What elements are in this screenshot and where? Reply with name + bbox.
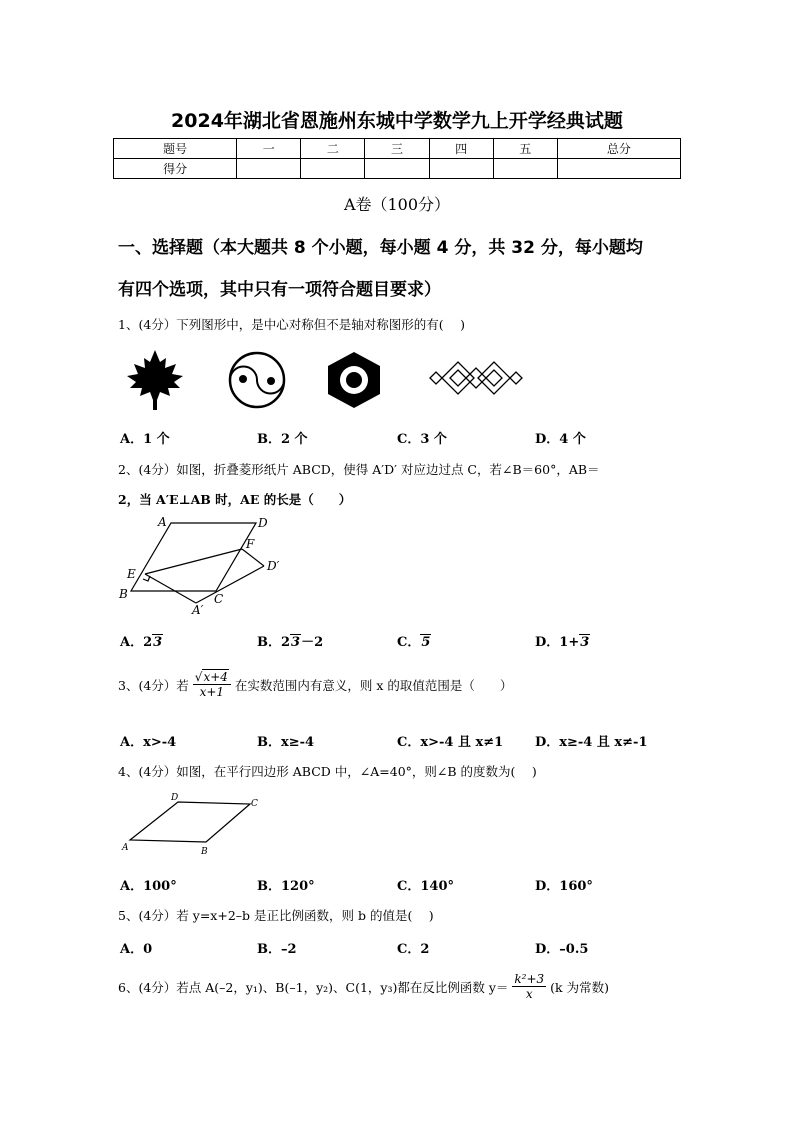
score-header-cell: 总分 [557,139,680,159]
score-cell[interactable] [557,159,680,179]
diamond-chain-figure [428,358,524,402]
q2-option-c[interactable]: C．5 [397,635,431,650]
label-C: C [251,799,258,809]
maple-leaf-figure [120,348,190,412]
rhombus-fold-figure [112,512,292,616]
question-5-text: 5、(4分）若 y=x+2–b 是正比例函数，则 b 的值是( ) [118,908,434,923]
hexagon-nut-figure [322,349,386,411]
score-header-cell: 一 [237,139,301,159]
score-row-label: 得分 [114,159,237,179]
q6-fraction: $\frac{\text{k²+3}}{x}$ [514,972,545,1002]
label-A: A [158,515,167,529]
q2-option-b[interactable]: B．23－2 [257,635,324,650]
label-F: F [246,537,255,551]
label-B: B [119,587,128,601]
yin-yang-figure [224,350,290,410]
question-6-text: 6、(4分）若点 A(–2，y₁)、B(–1，y₂)、C(1，y₃)都在反比例函数 y＝ $\frac{\text{k²+3}}{x}$ (k 为常数) [118,972,609,1002]
q5-option-b[interactable]: B．–2 [257,942,297,957]
score-header-cell: 题号 [114,139,237,159]
question-4-text: 4、(4分）如图，在平行四边形 ABCD 中，∠A=40°，则∠B 的度数为( ) [118,764,537,779]
score-table-header-row [114,139,681,159]
q2-option-d[interactable]: D．1+3 [535,635,590,650]
q4-option-c[interactable]: C．140° [397,879,454,894]
q2-option-a[interactable]: A．23 [120,635,163,650]
score-header-cell: 三 [365,139,429,159]
q1-option-b[interactable]: B．2 个 [257,432,308,447]
q4-option-b[interactable]: B．120° [257,879,315,894]
score-cell[interactable] [237,159,301,179]
q1-option-c[interactable]: C．3 个 [397,432,447,447]
parallelogram-figure [118,790,268,860]
q1-option-d[interactable]: D．4 个 [535,432,586,447]
label-A: A [122,843,129,853]
page-title: 2024年湖北省恩施州东城中学数学九上开学经典试题 [171,110,623,132]
question-2-line2: 2，当 A′E⊥AB 时，AE 的长是（ ） [118,492,352,507]
section-heading-line1: 一、选择题（本大题共 8 个小题，每小题 4 分，共 32 分，每小题均 [118,238,643,258]
q3-option-a[interactable]: A．x>-4 [120,735,177,750]
label-B: B [201,847,208,857]
score-header-cell: 二 [301,139,365,159]
question-2-line1: 2、(4分）如图，折叠菱形纸片 ABCD，使得 A′D′ 对应边过点 C，若∠B＝60°，AB＝ [118,462,600,477]
q5-option-d[interactable]: D．–0.5 [535,942,589,957]
section-heading-line2: 有四个选项，其中只有一项符合题目要求） [118,280,441,300]
score-table [113,138,681,179]
score-header-cell: 五 [493,139,557,159]
score-table-score-row [114,159,681,179]
label-D: D [171,793,179,803]
q3-option-b[interactable]: B．x≥-4 [257,735,315,750]
label-C: C [214,592,224,606]
score-cell[interactable] [301,159,365,179]
q3-option-c[interactable]: C．x>-4 且 x≠1 [397,735,504,750]
q5-option-c[interactable]: C．2 [397,942,430,957]
q1-option-a[interactable]: A．1 个 [120,432,170,447]
label-D-prime: D′ [267,559,280,573]
score-cell[interactable] [365,159,429,179]
q5-option-a[interactable]: A．0 [120,942,153,957]
score-cell[interactable] [493,159,557,179]
label-A-prime: A′ [192,603,204,616]
label-E: E [127,567,136,581]
label-D: D [258,516,268,530]
question-3-text: 3、(4分）若 $\frac{√x+4}{x+1}$ 在实数范围内有意义，则 x 的取值范围是（ ） [118,670,513,700]
q3-fraction: $\frac{√x+4}{x+1}$ [193,670,231,700]
score-cell[interactable] [429,159,493,179]
q4-option-d[interactable]: D．160° [535,879,593,894]
q3-option-d[interactable]: D．x≥-4 且 x≠-1 [535,735,648,750]
question-1-text: 1、(4分）下列图形中，是中心对称但不是轴对称图形的有( ) [118,317,466,332]
q4-option-a[interactable]: A．100° [120,879,177,894]
score-header-cell: 四 [429,139,493,159]
volume-heading: A卷（100分） [343,195,451,214]
